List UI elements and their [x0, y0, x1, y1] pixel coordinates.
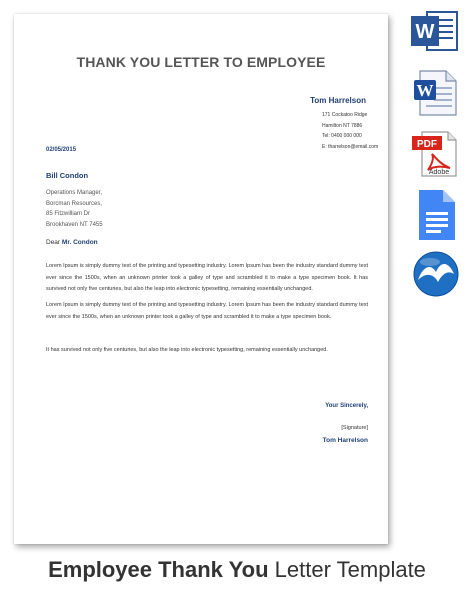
word-2003-letter: W — [416, 81, 434, 100]
footer-title-bold: Employee Thank You — [48, 557, 269, 582]
salutation-name: Mr. Condon — [61, 239, 98, 246]
body-paragraph: It has survived not only five centuries, but also the leap into electronic typesetting, remaining essentially unchanged. — [46, 347, 328, 353]
letter-date: 02/05/2015 — [46, 147, 77, 153]
sender-address — [322, 110, 378, 152]
recipient-address-line: Operations Manager, — [46, 190, 103, 196]
word-2013-icon[interactable] — [409, 8, 459, 54]
word-2013-letter: W — [415, 21, 435, 43]
sender-address-line: Hamilton NT 7886 — [322, 122, 363, 129]
openoffice-icon[interactable] — [410, 250, 462, 298]
pdf-icon[interactable] — [410, 128, 462, 180]
recipient-name: Bill Condon — [46, 171, 89, 180]
sender-address-line: Tel: 0400 000 000 — [322, 133, 362, 139]
pdf-label: PDF — [417, 139, 437, 150]
recipient-address-line: Borcman Resources, — [46, 200, 103, 207]
letter-page — [14, 14, 388, 544]
salutation — [46, 239, 98, 246]
recipient-address-line: 85 Fitzwilliam Dr — [46, 211, 91, 217]
recipient-address-line: Brookhaven NT 7455 — [46, 221, 103, 228]
salutation-prefix: Dear — [46, 239, 61, 246]
sender-address-line: E: tharrelson@email.com — [322, 143, 379, 150]
recipient-address — [46, 188, 103, 230]
closing: Your Sincerely, — [325, 403, 368, 409]
sender-name: Tom Harrelson — [310, 96, 366, 105]
sender-address-line: 171 Cockatoo Ridge — [322, 112, 368, 118]
google-docs-icon[interactable] — [413, 188, 459, 242]
footer-title — [0, 557, 474, 583]
body-paragraph: Lorem Ipsum is simply dummy text of the printing and typesetting industry. Lorem Ipsum has been the industry standard dummy text ever since the 1500s, when an unknown printer took a galley of type and scrambled it to make a type specimen book. It has survived not only five centuries, but also the leap into electronic typesetting, remaining essentially unchanged. — [46, 263, 368, 292]
signer-name: Tom Harrelson — [322, 437, 368, 444]
signature-placeholder: [Signature] — [341, 425, 368, 431]
body-paragraph: Lorem Ipsum is simply dummy text of the printing and typesetting industry. Lorem Ipsum has been the industry standard dummy text ever since the 1500s, when an unknown printer took a galley of type and scrambled it to make a type specimen book. — [46, 302, 368, 320]
footer-title-regular: Letter Template — [274, 557, 426, 582]
adobe-label: Adobe — [428, 169, 450, 176]
letter-title: THANK YOU LETTER TO EMPLOYEE — [76, 54, 326, 70]
word-2003-icon[interactable] — [410, 68, 460, 118]
